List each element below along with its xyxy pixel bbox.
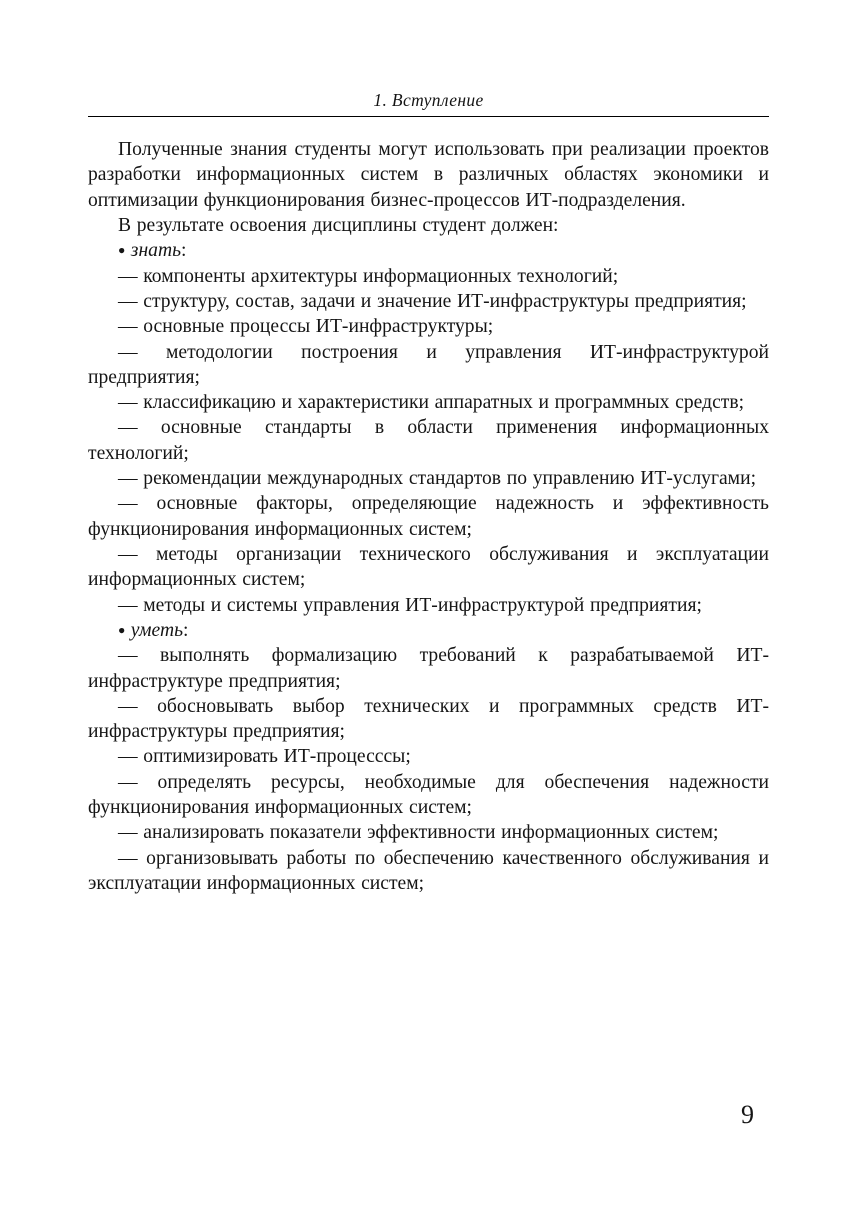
page-body-text — [88, 137, 769, 896]
paragraph: Полученные знания студенты могут использовать при реализации проектов разработки информационных систем в различных областях экономики и оптимизации функционирования бизнес-процессов ИТ-подразделения. — [88, 139, 769, 211]
bullet-suffix: : — [183, 619, 189, 641]
list-item: — обосновывать выбор технических и программных средств ИТ-инфраструктуры предприятия; — [88, 695, 769, 743]
header-rule — [88, 116, 769, 117]
bullet-suffix: : — [181, 240, 187, 262]
list-item: — классификацию и характеристики аппаратных и программных средств; — [118, 392, 745, 414]
list-item: — методологии построения и управления ИТ-инфраструктурой предприятия; — [88, 341, 769, 388]
list-item: — структуру, состав, задачи и значение ИТ-инфраструктуры предприятия; — [118, 290, 747, 312]
list-item: — рекомендации международных стандартов по управлению ИТ-услугами; — [118, 468, 757, 490]
page-number: 9 — [741, 1100, 754, 1129]
bullet-heading-umet — [88, 618, 769, 643]
list-item: — основные стандарты в области применения информационных технологий; — [88, 417, 769, 464]
running-header: 1. Вступление — [373, 90, 484, 110]
bullet-term: уметь — [130, 619, 184, 641]
list-item: — анализировать показатели эффективности информационных систем; — [118, 822, 719, 844]
paragraph: В результате освоения дисциплины студент должен: — [118, 214, 559, 236]
list-item: — методы и системы управления ИТ-инфраструктурой предприятия; — [118, 594, 702, 616]
bullet-icon: ● — [118, 622, 126, 637]
list-item: — основные процессы ИТ-инфраструктуры; — [118, 316, 494, 338]
bullet-icon: ● — [118, 243, 126, 258]
list-item: — компоненты архитектуры информационных технологий; — [118, 265, 619, 287]
list-item: — оптимизировать ИТ-процесссы; — [118, 746, 411, 768]
list-item: — определять ресурсы, необходимые для обеспечения надежности функционирования информационных систем; — [88, 771, 769, 819]
bullet-term: знать — [130, 240, 182, 262]
list-item: — основные факторы, определяющие надежность и эффективность функционирования информационных систем; — [88, 493, 769, 540]
list-item: — выполнять формализацию требований к разрабатываемой ИТ-инфраструктуре предприятия; — [88, 645, 769, 692]
list-item: — организовывать работы по обеспечению качественного обслуживания и эксплуатации информационных систем; — [88, 847, 769, 894]
bullet-heading-znat — [88, 238, 769, 263]
list-item: — методы организации технического обслуживания и эксплуатации информационных систем; — [88, 543, 769, 591]
